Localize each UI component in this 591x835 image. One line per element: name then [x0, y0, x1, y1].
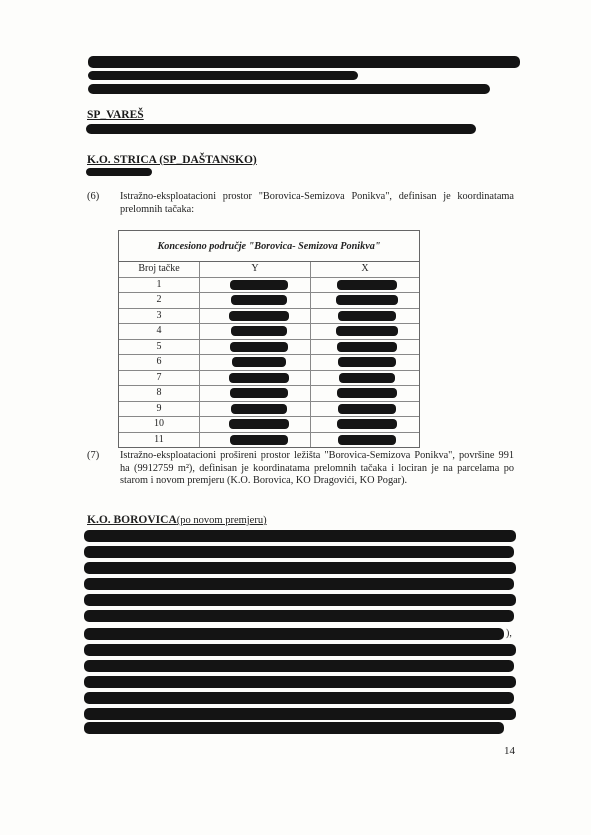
- redacted-value: [230, 435, 288, 445]
- item-number-6: (6): [87, 191, 100, 202]
- redacted-value: [229, 311, 289, 321]
- redacted-value: [337, 388, 397, 398]
- table-row: [119, 278, 419, 294]
- redaction-bar: [86, 124, 476, 134]
- table-cell-point-number: 3: [119, 309, 200, 324]
- table-row: [119, 309, 419, 325]
- table-row: [119, 402, 419, 418]
- table-cell-y: [200, 417, 311, 432]
- table-header-y: Y: [200, 262, 311, 277]
- redacted-value: [338, 357, 396, 367]
- table-cell-x: [311, 386, 419, 401]
- table-header-broj: Broj tačke: [119, 262, 200, 277]
- item-text-7: Istražno-eksploatacioni prošireni prostor ležišta "Borovica-Semizova Ponikva", površine 991 ha (9912759 m²), definisan je koordinatama prelomnih tačaka i lociran je na parcelama po starom i novom premjeru (K.O. Borovica, KO Dragovići, KO Pogar).: [120, 450, 514, 487]
- redaction-bar: [84, 676, 516, 688]
- table-cell-y: [200, 309, 311, 324]
- table-row: [119, 340, 419, 356]
- redacted-value: [338, 404, 396, 414]
- table-row: [119, 417, 419, 433]
- table-cell-x: [311, 340, 419, 355]
- redaction-bar: [84, 660, 514, 672]
- table-row: [119, 433, 419, 448]
- table-cell-y: [200, 433, 311, 448]
- table-cell-point-number: 4: [119, 324, 200, 339]
- redaction-bar: [84, 530, 516, 542]
- table-cell-x: [311, 309, 419, 324]
- redacted-value: [230, 342, 288, 352]
- redaction-bar: [84, 692, 514, 704]
- table-row: [119, 324, 419, 340]
- table-cell-y: [200, 293, 311, 308]
- redacted-value: [229, 419, 289, 429]
- table-cell-y: [200, 386, 311, 401]
- table-cell-point-number: 1: [119, 278, 200, 293]
- item-text-6: Istražno-eksploatacioni prostor "Borovica-Semizova Ponikva", definisan je koordinatama prelomnih tačaka:: [120, 191, 514, 215]
- redaction-bar: [86, 168, 152, 176]
- redaction-bar: [84, 628, 504, 640]
- table-cell-x: [311, 278, 419, 293]
- redaction-bar: [88, 71, 358, 80]
- redacted-value: [336, 326, 398, 336]
- table-cell-point-number: 10: [119, 417, 200, 432]
- redaction-bar: [84, 578, 514, 590]
- redacted-value: [337, 280, 397, 290]
- redaction-bar: [88, 84, 490, 94]
- redacted-value: [337, 419, 397, 429]
- section-heading-ko-borovica: K.O. BOROVICA: [87, 514, 177, 526]
- redacted-value: [231, 295, 287, 305]
- table-header-x: X: [361, 263, 369, 274]
- table-cell-point-number: 9: [119, 402, 200, 417]
- table-cell-x: [311, 355, 419, 370]
- table-cell-x: [311, 417, 419, 432]
- redacted-value: [230, 388, 288, 398]
- table-header-row: [119, 262, 419, 278]
- table-row: [119, 293, 419, 309]
- redaction-bar: [88, 56, 520, 68]
- redaction-bar: [84, 546, 514, 558]
- table-cell-point-number: 5: [119, 340, 200, 355]
- table-cell-point-number: 6: [119, 355, 200, 370]
- table-cell-point-number: 7: [119, 371, 200, 386]
- section-heading-sp: SP_VAREŠ: [87, 109, 144, 121]
- table-row: [119, 386, 419, 402]
- stray-text: ),: [506, 628, 512, 639]
- redacted-value: [337, 342, 397, 352]
- coordinates-table: [118, 230, 420, 448]
- page-number: 14: [504, 745, 515, 757]
- table-cell-x: [311, 324, 419, 339]
- table-cell-y: [200, 278, 311, 293]
- redacted-value: [336, 295, 398, 305]
- section-heading-ko-borovica-line: [87, 514, 267, 526]
- redaction-bar: [84, 708, 516, 720]
- table-cell-x: [311, 293, 419, 308]
- redacted-value: [338, 435, 396, 445]
- table-cell-x: [311, 402, 419, 417]
- table-title: Koncesiono područje "Borovica- Semizova Ponikva": [119, 231, 419, 262]
- table-cell-y: [200, 324, 311, 339]
- table-cell-y: [200, 371, 311, 386]
- table-row: [119, 371, 419, 387]
- redacted-value: [231, 326, 287, 336]
- redaction-bar: [84, 562, 516, 574]
- table-cell-y: [200, 355, 311, 370]
- redaction-bar: [84, 594, 516, 606]
- redaction-bar: [84, 644, 516, 656]
- table-cell-x: [311, 371, 419, 386]
- table-cell-point-number: 8: [119, 386, 200, 401]
- redaction-bar: [84, 722, 504, 734]
- section-heading-ko-borovica-note: (po novom premjeru): [176, 515, 267, 526]
- table-cell-point-number: 2: [119, 293, 200, 308]
- table-cell-point-number: 11: [119, 433, 200, 448]
- item-number-7: (7): [87, 450, 100, 461]
- redacted-value: [231, 404, 287, 414]
- redacted-value: [339, 373, 395, 383]
- table-cell-x: [311, 433, 419, 448]
- redacted-value: [232, 357, 286, 367]
- redacted-value: [230, 280, 288, 290]
- redaction-bar: [84, 610, 514, 622]
- redacted-value: [338, 311, 396, 321]
- table-cell-y: [200, 340, 311, 355]
- table-cell-y: [200, 402, 311, 417]
- redacted-value: [229, 373, 289, 383]
- table-row: [119, 355, 419, 371]
- section-heading-ko-strica: K.O. STRICA (SP_DAŠTANSKO): [87, 154, 257, 166]
